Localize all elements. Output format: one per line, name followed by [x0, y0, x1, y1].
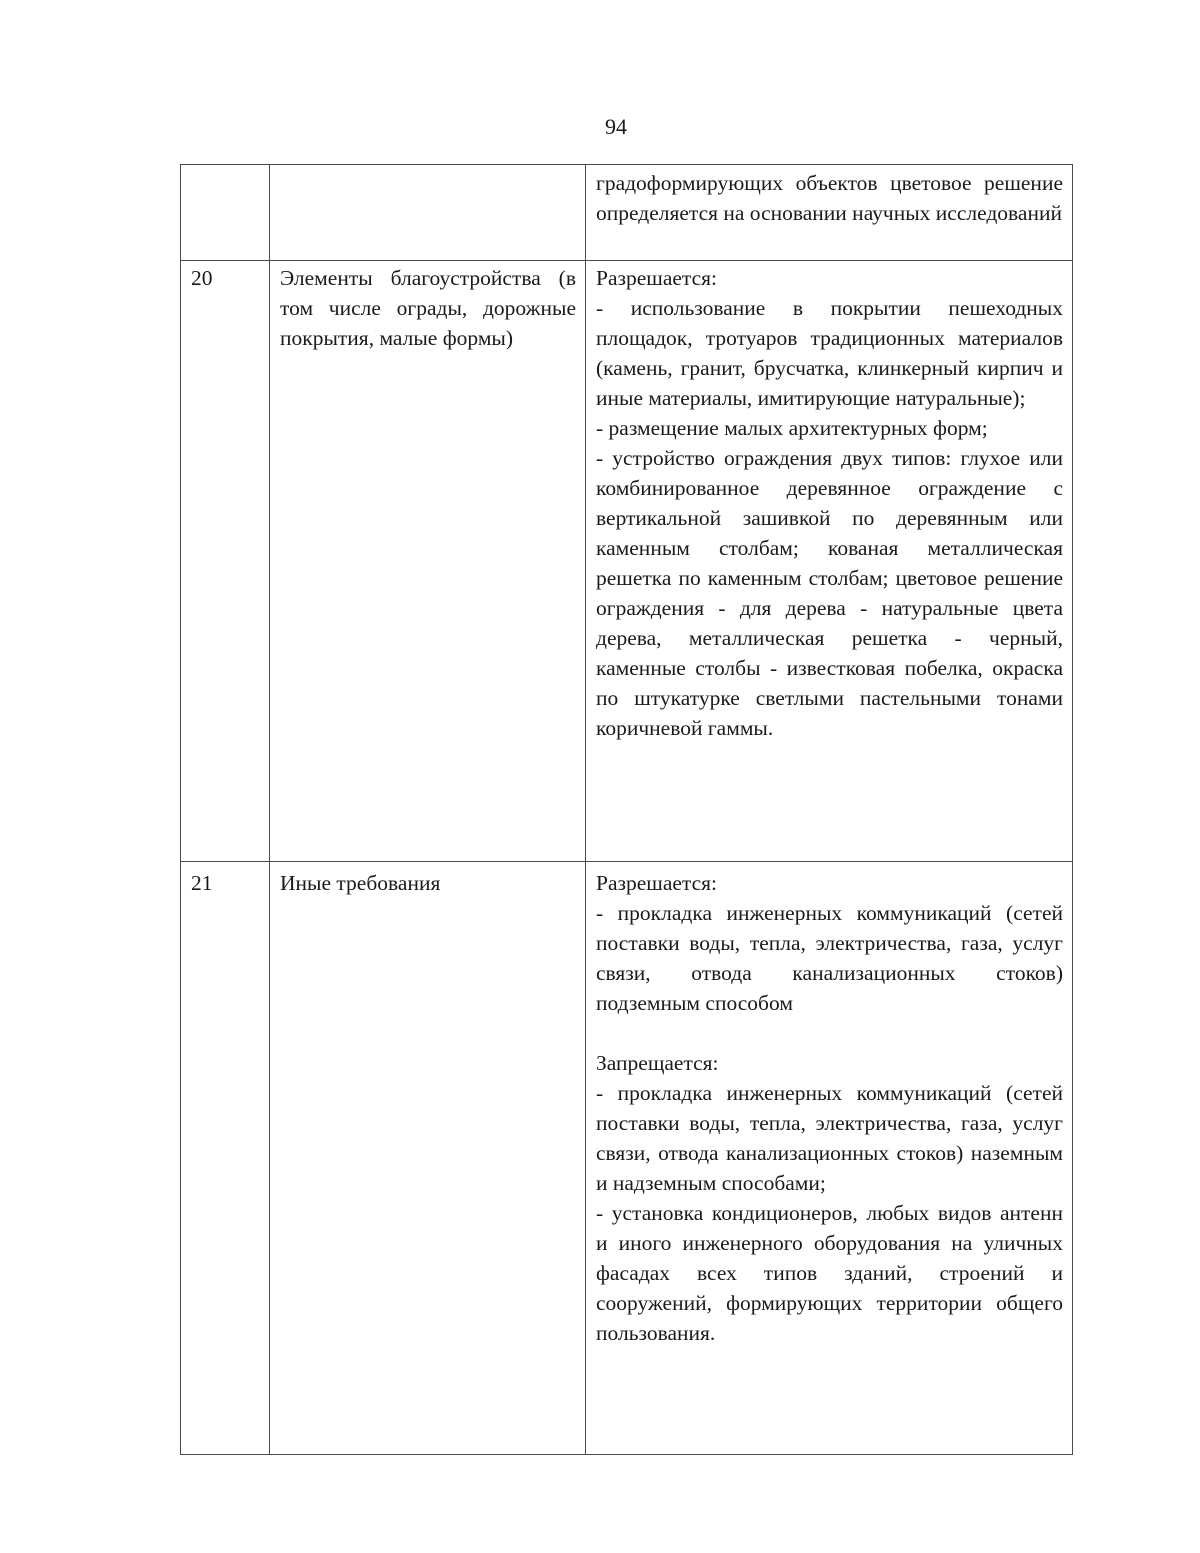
paragraph-gap — [596, 1018, 1063, 1048]
requirements-cell — [586, 862, 1073, 1455]
element-cell: Элементы благоустройства (в том числе ограды, дорожные покрытия, малые формы) — [270, 261, 586, 862]
requirement-text: градоформирующих объектов цветовое решение определяется на основании научных исследований — [596, 171, 1063, 225]
requirement-heading: Запрещается: — [596, 1051, 719, 1075]
table-row — [181, 261, 1073, 862]
requirement-item: - прокладка инженерных коммуникаций (сетей поставки воды, тепла, электричества, газа, услуг связи, отвода канализационных стоков) наземным и надземным способами; — [596, 1081, 1063, 1195]
requirement-heading: Разрешается: — [596, 266, 717, 290]
element-cell — [270, 165, 586, 261]
table-row — [181, 165, 1073, 261]
row-number-cell — [181, 165, 270, 261]
requirements-table — [180, 164, 1073, 1455]
requirements-cell — [586, 261, 1073, 862]
requirement-item: - устройство ограждения двух типов: глухое или комбинированное деревянное ограждение с вертикальной зашивкой по деревянным или каменным столбам; кованая металлическая решетка по каменным столбам; цветовое решение ограждения - для дерева - натуральные цвета дерева, металлическая решетка - черный, каменные столбы - известковая побелка, окраска по штукатурке светлыми пастельными тонами коричневой гаммы. — [596, 446, 1063, 740]
requirement-item: - прокладка инженерных коммуникаций (сетей поставки воды, тепла, электричества, газа, услуг связи, отвода канализационных стоков) подземным способом — [596, 901, 1063, 1015]
row-number-cell: 20 — [181, 261, 270, 862]
requirements-cell — [586, 165, 1073, 261]
row-number-cell: 21 — [181, 862, 270, 1455]
requirement-item: - размещение малых архитектурных форм; — [596, 416, 988, 440]
requirement-heading: Разрешается: — [596, 871, 717, 895]
element-cell: Иные требования — [270, 862, 586, 1455]
page-number: 94 — [605, 114, 627, 139]
requirement-item: - установка кондиционеров, любых видов антенн и иного инженерного оборудования на уличных фасадах всех типов зданий, строений и сооружений, формирующих территории общего пользования. — [596, 1201, 1063, 1345]
table-row — [181, 862, 1073, 1455]
requirement-item: - использование в покрытии пешеходных площадок, тротуаров традиционных материалов (камень, гранит, брусчатка, клинкерный кирпич и иные материалы, имитирующие натуральные); — [596, 296, 1063, 410]
